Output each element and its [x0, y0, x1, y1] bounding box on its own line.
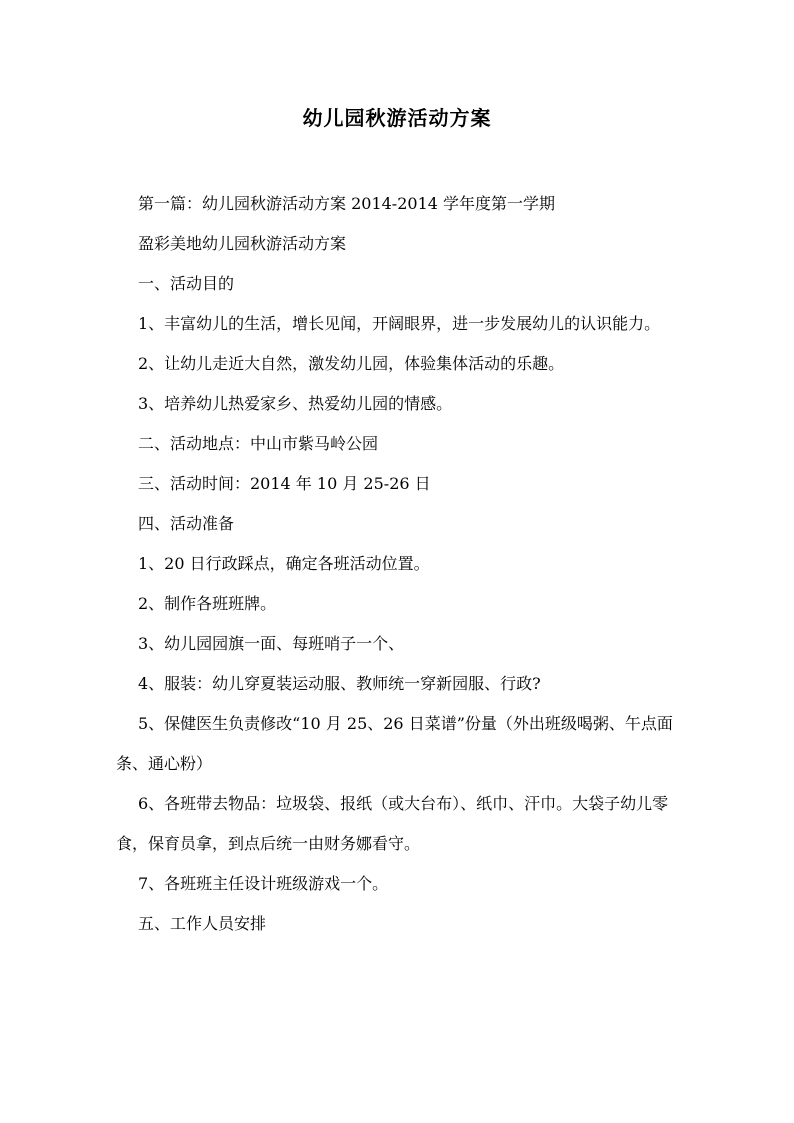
purpose-item-1: 1、丰富幼儿的生活，增长见闻，开阔眼界，进一步发展幼儿的认识能力。: [138, 314, 661, 333]
section-heading-staff: 五、工作人员安排: [138, 914, 267, 933]
document-title: 幼儿园秋游活动方案: [302, 106, 492, 130]
preparation-item-6: 6、各班带去物品：垃圾袋、报纸（或大台布）、纸巾、汗巾。大袋子幼儿零食，保育员拿，到点后统一由财务娜看守。: [116, 794, 669, 853]
preparation-item-1: 1、20 日行政踩点，确定各班活动位置。: [138, 554, 430, 573]
purpose-item-3: 3、培养幼儿热爱家乡、热爱幼儿园的情感。: [138, 394, 453, 413]
section-heading-preparation: 四、活动准备: [138, 514, 235, 533]
document-body: [116, 184, 686, 944]
section-heading-purpose: 一、活动目的: [138, 274, 235, 293]
paragraph-2: 盈彩美地幼儿园秋游活动方案: [138, 234, 347, 253]
preparation-item-4: 4、服装：幼儿穿夏装运动服、教师统一穿新园服、行政?: [138, 674, 541, 693]
section-time: 三、活动时间：2014 年 10 月 25-26 日: [138, 474, 431, 493]
preparation-item-3: 3、幼儿园园旗一面、每班哨子一个、: [138, 634, 405, 653]
preparation-item-5: 5、保健医生负责修改“10 月 25、26 日菜谱”份量（外出班级喝粥、午点面条、通心粉）: [116, 714, 673, 773]
preparation-item-7: 7、各班班主任设计班级游戏一个。: [138, 874, 389, 893]
preparation-item-2: 2、制作各班班牌。: [138, 594, 277, 613]
paragraph-1: 第一篇：幼儿园秋游活动方案 2014-2014 学年度第一学期: [138, 194, 556, 213]
section-location: 二、活动地点：中山市紫马岭公园: [138, 434, 379, 453]
purpose-item-2: 2、让幼儿走近大自然，激发幼儿园，体验集体活动的乐趣。: [138, 354, 565, 373]
